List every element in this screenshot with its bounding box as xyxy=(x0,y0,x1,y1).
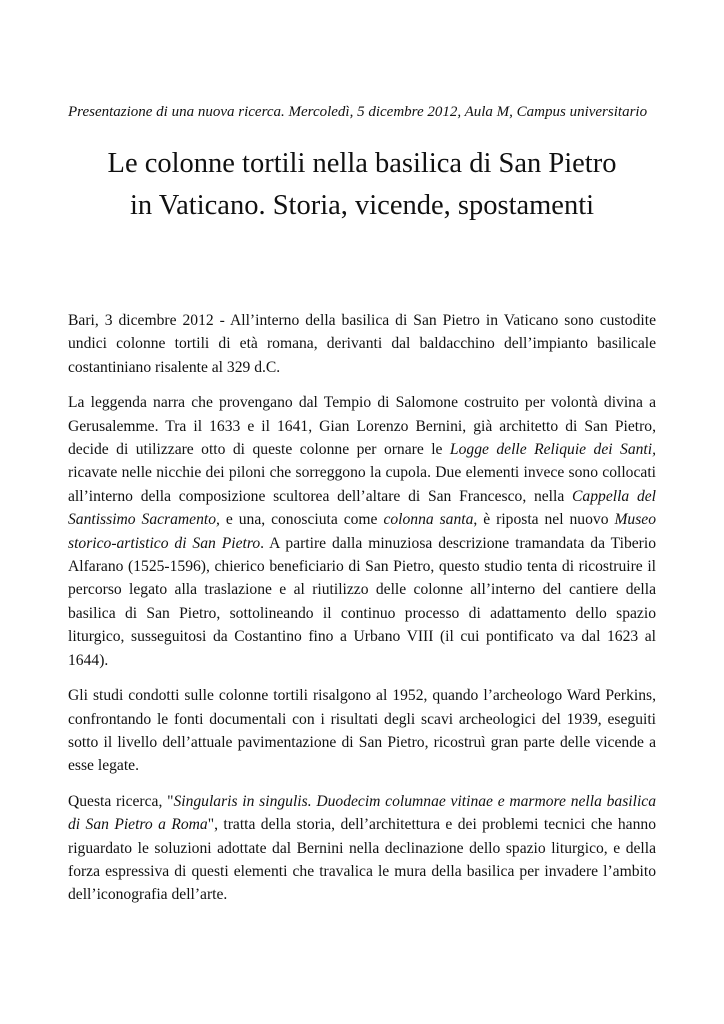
title-line-2: in Vaticano. Storia, vicende, spostamenti xyxy=(129,190,595,221)
paragraph-4-text: Questa ricerca, " xyxy=(68,792,174,810)
museo-emphasis: Museo storico-artistico di San Pietro xyxy=(68,511,657,552)
paragraph-2-text: . A partire dalla minuziosa descrizione tramandata da Tiberio Alfarano (1525-1596), chierico beneficiario di San Pietro, questo studio tenta di ricostruire il percorso legato alla traslazione e al riutilizzo delle colonne all’interno del cantiere della basilica di San Pietro, sottolineando il continuo processo di adattamento dello spazio liturgico, susseguitosi da Costantino fino a Urbano VIII (il cui pontificato va dal 1623 al 1644). xyxy=(68,534,656,669)
event-subtitle: Presentazione di una nuova ricerca. Mercoledì, 5 dicembre 2012, Aula M, Campus universitario xyxy=(68,104,648,120)
paragraph-2-text: ricavate nelle nicchie dei piloni che sorreggono la cupola. Due elementi invece sono collocati all’interno della composizione scultorea dell’altare di San Francesco, nella xyxy=(68,464,656,505)
paragraph-2 xyxy=(68,391,656,672)
title-line-1: Le colonne tortili nella basilica di San Pietro xyxy=(107,148,617,179)
paragraph-1: Bari, 3 dicembre 2012 - All’interno della basilica di San Pietro in Vaticano sono custodite undici colonne tortili di età romana, derivanti dal baldacchino dell’impianto basilicale costantiniano risalente al 329 d.C. xyxy=(68,312,656,376)
paragraph-4-text: ", tratta della storia, dell’architettura e dei problemi tecnici che hanno riguardato le soluzioni adottate dal Bernini nella declinazione dello spazio liturgico, e della forza espressiva di questi elementi che travalica le mura della basilica per invadere l’ambito dell’iconografia dell’arte. xyxy=(68,816,656,904)
paragraph-3: Gli studi condotti sulle colonne tortili risalgono al 1952, quando l’archeologo Ward Perkins, confrontando le fonti documentali con i risultati degli scavi archeologici del 1939, eseguiti sotto il livello dell’attuale pavimentazione di San Pietro, ricostruì gran parte delle vicende a esse legate. xyxy=(68,687,656,775)
logge-reliquie-emphasis: Logge delle Reliquie dei Santi, xyxy=(449,441,656,459)
cappella-emphasis: Cappella del Santissimo Sacramento, xyxy=(68,487,657,529)
article-body xyxy=(68,309,656,907)
paragraph-2-text: La leggenda narra che provengano dal Tempio di Salomone costruito per volontà divina a Gerusalemme. Tra il 1633 e il 1641, Gian Lorenzo Bernini, già architetto di San Pietro, decide di utilizzare otto di queste colonne per ornare le xyxy=(68,394,656,459)
document-title xyxy=(68,143,656,227)
research-title-emphasis: Singularis in singulis. Duodecim columnae vitinae e marmore nella basilica di San Pietro a Roma xyxy=(68,792,656,834)
paragraph-4 xyxy=(68,790,656,907)
paragraph-2-text: , è riposta nel nuovo xyxy=(473,511,615,529)
paragraph-2-text: e una, conosciuta come xyxy=(219,511,384,529)
colonna-santa-emphasis: colonna santa xyxy=(383,511,474,529)
